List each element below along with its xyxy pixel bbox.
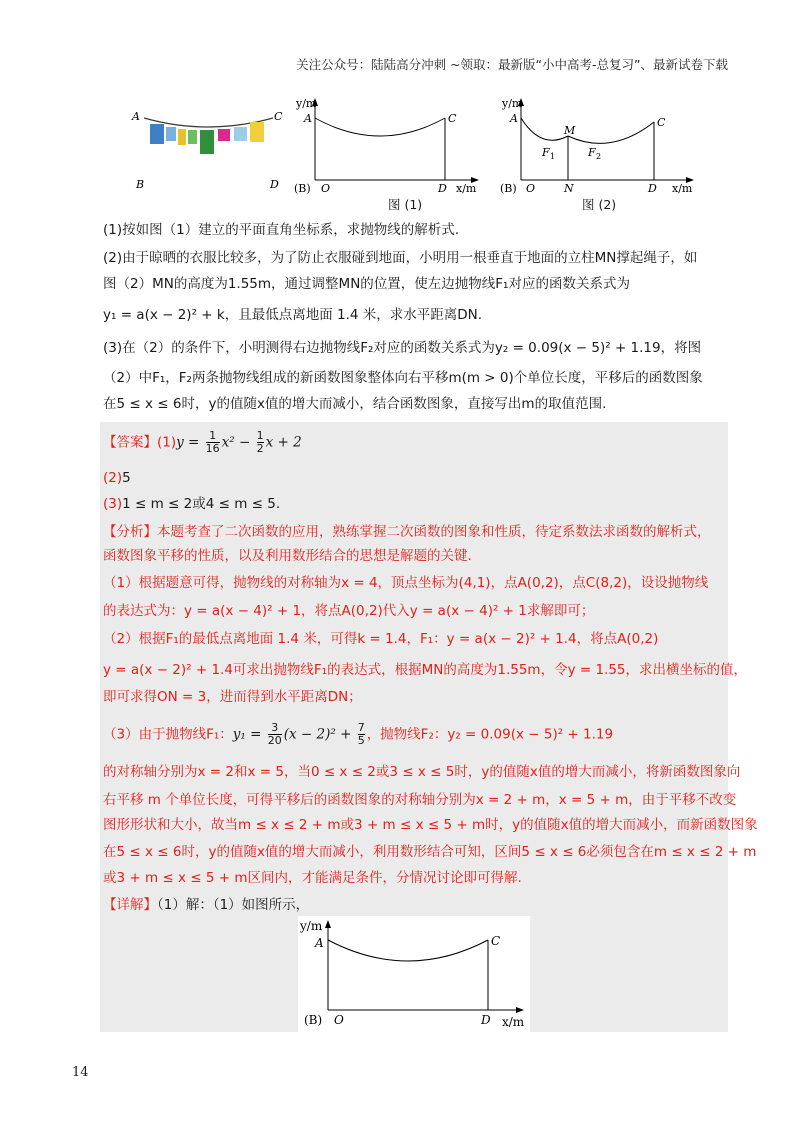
analysis-fraction-1: $\frac{3}{20}$ [267,721,282,747]
page-header: 关注公众号：陆陆高分冲刺 ~领取：最新版“小中高考-总复习”、最新试卷下载 [296,57,728,72]
answer-1-prefix: (1) [157,434,177,451]
fig2-xaxis-label: x/m [672,182,693,194]
figure-2-graph [496,96,706,194]
clothesline-photo [128,100,288,200]
page-number: 14 [72,1065,89,1080]
fig2-label-c: C [657,116,666,129]
fig2-label-f1: F [542,146,550,159]
answer-2: 5 [122,470,131,486]
fig2-label-d: D [648,182,657,194]
analysis-part-2-line-1: （2）根据F₁的最低点离地面 1.4 米，可得k = 1.4，F₁：y = a(x − 2)² + 1.4，将点A(0,2) [103,631,659,647]
fig2-label-o: O [526,182,536,194]
fig3-label-d: D [481,1013,491,1027]
question-1: (1)按如图（1）建立的平面直角坐标系，求抛物线的解析式. [103,222,460,238]
fig3-label-b: (B) [304,1013,323,1027]
fig3-label-o: O [334,1013,344,1027]
analysis-part-1-line-2: 的表达式为：y = a(x − 4)² + 1，将点A(0,2)代入y = a(x − 4)² + 1求解即可； [103,603,595,619]
question-3-line-1: (3)在（2）的条件下，小明测得右边抛物线F₂对应的函数关系式为y₂ = 0.09(x − 5)² + 1.19，将图 [103,340,702,356]
question-3-line-2: （2）中F₁，F₂两条抛物线组成的新函数图象整体向右平移m(m > 0)个单位长度，平移后的函数图象 [103,370,703,386]
fig1-label-b: (B) [294,182,311,194]
analysis-tag: 【分析】 [103,524,157,540]
analysis-part-3-line-2: 的对称轴分别为x = 2和x = 5，当0 ≤ x ≤ 2或3 ≤ x ≤ 5时，y的值随x值的增大而减小，将新函数图象向 [103,764,741,780]
answer-1-fraction-1: $\frac{1}{16}$ [205,429,220,455]
answer-tag: 【答案】 [103,434,157,451]
analysis-part-3-line-6: 或3 + m ≤ x ≤ 5 + m区间内，才能满足条件，分情况讨论即可得解. [103,870,522,886]
fig1-label-a: A [304,112,312,125]
photo-label-a: A [132,110,140,123]
question-3-line-3: 在5 ≤ x ≤ 6时，y的值随x值的增大而减小，结合函数图象，直接写出m的取值范围. [103,396,607,412]
photo-label-c: C [274,110,283,123]
fig1-yaxis-label: y/m [296,97,317,110]
analysis-part-3-line-4: 图形形状和大小，故当m ≤ x ≤ 2 + m或3 + m ≤ x ≤ 5 + m时，y的值随x值的增大而减小，而新函数图象 [103,817,758,833]
fig1-label-c: C [448,112,457,125]
fig3-xaxis-label: x/m [502,1015,525,1029]
fig2-label-f2: F [588,146,596,159]
fig3-label-a: A [315,936,324,950]
analysis-part-3-line-5: 在5 ≤ x ≤ 6时，y的值随x值的增大而减小，利用数形结合可知，区间5 ≤ x ≤ 6必须包含在m ≤ x ≤ 2 + m [103,844,757,860]
photo-label-b: B [136,178,145,191]
fig2-label-f1-sub: 1 [550,152,556,161]
fig1-label-d: D [438,182,447,194]
fig2-label-f2-sub: 2 [596,152,602,161]
answer-1-tail: x + 2 [265,434,302,451]
question-2-line-3: y₁ = a(x − 2)² + k，且最低点离地面 1.4 米，求水平距离DN. [103,307,483,323]
question-2-line-2: 图（2）MN的高度为1.55m，通过调整MN的位置，使左边抛物线F₁对应的函数关系式为 [103,276,630,292]
answer-line-2: (2)5 [103,470,131,486]
fig2-label-n: N [564,182,574,194]
answer-1-fraction-2: $\frac{1}{2}$ [256,429,264,455]
analysis-fraction-2: $\frac{7}{5}$ [357,721,365,747]
analysis-part-3-line-1: （3）由于抛物线F₁：y₁ = $\frac{3}{20}$ (x − 2)² + $\frac{7}{5}$ ，抛物线F₂：y₂ = 0.09(x − 5)² + 1.19 [103,721,614,747]
figure-3-graph [298,916,530,1032]
answer-line-3: (3)1 ≤ m ≤ 2或4 ≤ m ≤ 5. [103,496,281,512]
analysis-part-2-line-3: 即可求得ON = 3，进而得到水平距离DN； [103,689,362,705]
analysis-line-2: 函数图象平移的性质，以及利用数形结合的思想是解题的关键. [103,548,472,564]
fig3-label-c: C [491,934,501,948]
analysis-line-1: 【分析】本题考查了二次函数的应用，熟练掌握二次函数的图象和性质，待定系数法求函数的解析式， [103,524,711,540]
fig2-yaxis-label: y/m [502,97,523,110]
answer-1-lhs: y = [176,434,200,451]
fig2-label-m: M [564,124,576,137]
answer-line-1 [103,430,302,455]
analysis-part-2-line-2: y = a(x − 2)² + 1.4可求出抛物线F₁的表达式，根据MN的高度为1.55m，令y = 1.55，求出横坐标的值， [103,662,748,678]
figure-1-graph [290,96,490,194]
fig1-caption: 图 (1) [388,197,423,212]
fig2-caption: 图 (2) [582,197,617,212]
photo-label-d: D [270,178,279,191]
analysis-part-1-line-1: （1）根据题意可得，抛物线的对称轴为x = 4，顶点坐标为(4,1)，点A(0,2)，点C(8,2)，设设抛物线 [103,575,709,591]
fig2-label-a: A [510,112,518,125]
fig1-xaxis-label: x/m [456,182,477,194]
answer-3: 1 ≤ m ≤ 2或4 ≤ m ≤ 5. [122,496,281,512]
detail-tag: 【详解】 [103,897,157,913]
fig3-yaxis-label: y/m [300,919,323,933]
detail-line: 【详解】（1）解：（1）如图所示， [103,897,310,913]
answer-1-mid: x² − [221,434,251,451]
fig1-label-o: O [321,182,331,194]
question-2-line-1: (2)由于晾晒的衣服比较多，为了防止衣服碰到地面，小明用一根垂直于地面的立柱MN撑起绳子，如 [103,250,698,266]
fig2-label-b: (B) [500,182,517,194]
analysis-part-3-line-3: 右平移 m 个单位长度，可得平移后的函数图象的对称轴分别为x = 2 + m，x = 5 + m，由于平移不改变 [103,792,737,808]
